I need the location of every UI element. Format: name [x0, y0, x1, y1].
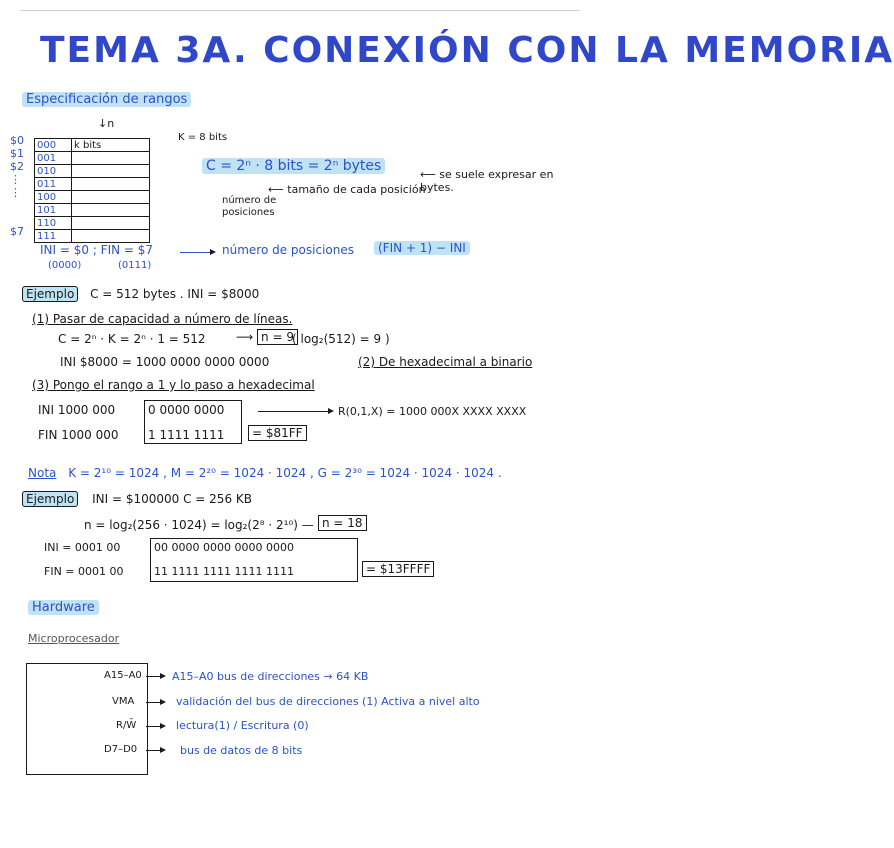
fin-bin-boxed: 1 1111 1111: [148, 428, 225, 442]
table-row: 100: [35, 191, 150, 204]
address-table: [34, 138, 150, 243]
arrow-icon: [146, 750, 164, 751]
prefix-2: $2: [10, 160, 24, 173]
arrow-icon: [146, 726, 164, 727]
page-title: TEMA 3A. CONEXIÓN CON LA MEMORIA: [40, 30, 894, 71]
tam-posicion-note: ⟵ tamaño de cada posición: [268, 183, 426, 196]
pin-d7-d0: D7–D0: [104, 744, 138, 755]
bytes-note: ⟵ se suele expresar en bytes.: [420, 168, 554, 194]
step1-text: (1) Pasar de capacidad a número de líneas.: [32, 312, 293, 326]
ini-line-2: INI = 0001 00: [44, 541, 121, 554]
arrow-icon: [146, 676, 164, 677]
desc-vma: validación del bus de direcciones (1) Activa a nivel alto: [176, 695, 480, 708]
ejemplo2-eq: n = log₂(256 · 1024) = log₂(2⁸ · 2¹⁰) —: [84, 518, 314, 532]
prefix-7: $7: [10, 225, 24, 238]
n-result-2: n = 18: [318, 516, 367, 530]
desc-a15-a0: A15–A0 bus de direcciones → 64 KB: [172, 670, 369, 683]
fin-line-2: FIN = 0001 00: [44, 565, 124, 578]
ini-boxed-2: 00 0000 0000 0000 0000: [154, 541, 294, 554]
ini-hex-line: INI $8000 = 1000 0000 0000 0000: [60, 355, 270, 369]
pin-rw: R/W̄: [116, 720, 137, 731]
ini-binary: (0000): [48, 260, 82, 271]
fin-binary: (0111): [118, 260, 152, 271]
ini-fin-line: INI = $0 ; FIN = $7: [40, 243, 154, 257]
table-row: 111: [35, 230, 150, 243]
num-posiciones-note: número de posiciones: [222, 195, 277, 218]
address-prefixes: $0 $1 $2 ⋮ ⋮ $7: [10, 134, 24, 238]
page-top-rule: [20, 10, 580, 11]
ini-bin-boxed: 0 0000 0000: [148, 403, 225, 417]
section-heading-rangos: Especificación de rangos: [22, 92, 191, 107]
capacity-formula: C = 2ⁿ · 8 bits = 2ⁿ bytes: [202, 158, 385, 174]
fin-hex-1: = $81FF: [248, 426, 307, 440]
arrow-icon: [146, 702, 164, 703]
desc-rw: lectura(1) / Escritura (0): [176, 719, 309, 732]
ini-bin-line: INI 1000 000: [38, 403, 116, 417]
table-row: 110: [35, 217, 150, 230]
fin-bin-line: FIN 1000 000: [38, 428, 119, 442]
n-arrow-label: ↓n: [98, 117, 115, 130]
table-row: 011: [35, 178, 150, 191]
eq1: C = 2ⁿ · K = 2ⁿ · 1 = 512: [58, 332, 206, 346]
table-row: 000 k bits: [35, 139, 150, 152]
numero-posiciones-label: número de posiciones: [222, 243, 354, 257]
nota-line: Nota K = 2¹⁰ = 1024 , M = 2²⁰ = 1024 · 1024 , G = 2³⁰ = 1024 · 1024 · 1024 .: [28, 466, 502, 480]
ejemplo1-heading: Ejemplo C = 512 bytes . INI = $8000: [22, 287, 259, 301]
table-row: 101: [35, 204, 150, 217]
log-note: ( log₂(512) = 9 ): [292, 332, 390, 346]
numero-posiciones-formula: (FIN + 1) − INI: [374, 241, 470, 255]
n-result-1: ⟶ n = 9: [236, 330, 298, 344]
table-row: 010: [35, 165, 150, 178]
ejemplo2-heading: Ejemplo INI = $100000 C = 256 KB: [22, 492, 252, 506]
microprocesador-label: Microprocesador: [28, 632, 120, 645]
pin-a15-a0: A15–A0: [104, 670, 142, 681]
fin-hex-2: = $13FFFF: [362, 562, 434, 576]
hardware-heading: Hardware: [28, 600, 99, 615]
range-result: R(0,1,X) = 1000 000X XXXX XXXX: [338, 405, 527, 418]
pin-vma: VMA: [112, 696, 135, 707]
k-note: K = 8 bits: [178, 132, 228, 143]
fin-boxed-2: 11 1111 1111 1111 1111: [154, 565, 294, 578]
desc-d7-d0: bus de datos de 8 bits: [180, 744, 303, 757]
table-row: 001: [35, 152, 150, 165]
arrow-icon: [180, 252, 214, 253]
step2-text: (2) De hexadecimal a binario: [358, 355, 533, 369]
prefix-0: $0: [10, 134, 24, 147]
prefix-1: $1: [10, 147, 24, 160]
step3-text: (3) Pongo el rango a 1 y lo paso a hexadecimal: [32, 378, 315, 392]
arrow-icon: [258, 411, 332, 412]
